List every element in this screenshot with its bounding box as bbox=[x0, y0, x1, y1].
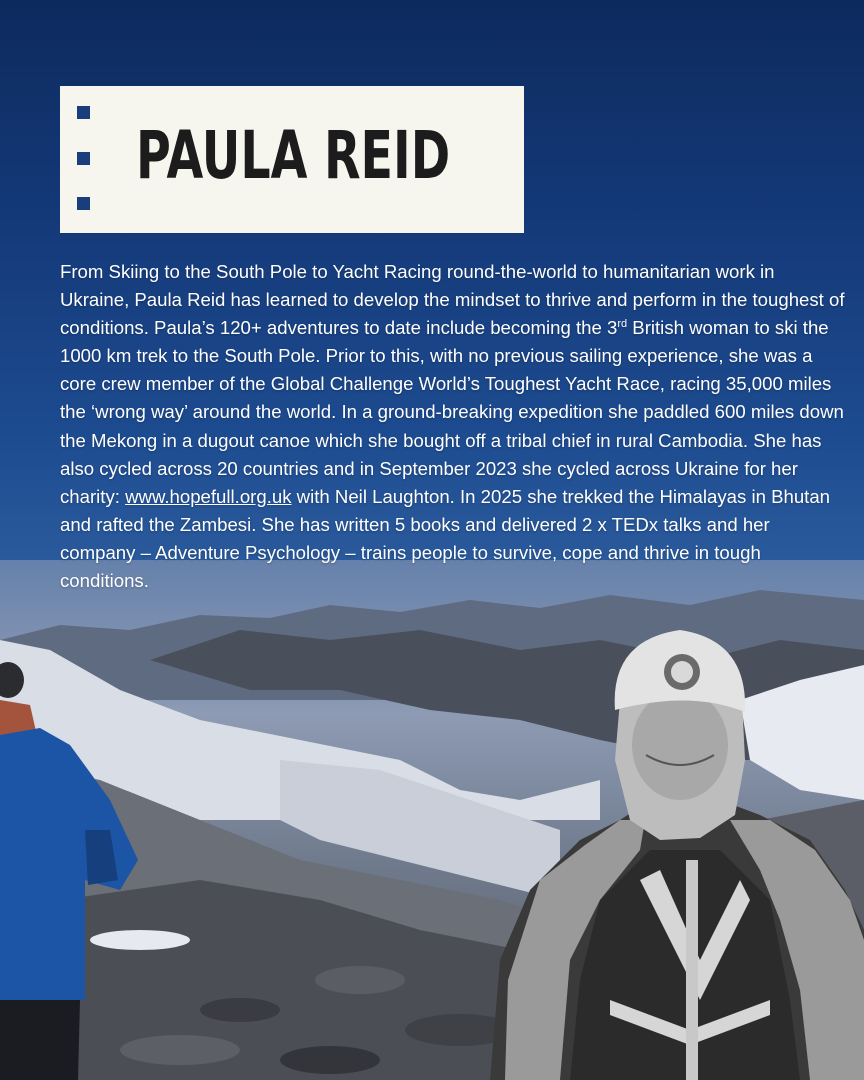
bullet-square-icon bbox=[77, 152, 90, 165]
charity-link[interactable]: www.hopefull.org.uk bbox=[125, 485, 292, 507]
bio-text-part-1: From Skiing to the South Pole to Yacht Racing round-the-world to humanitarian work in Ukraine, Paula Reid has learned to develop the mindset to thrive and perform in the toughest of conditions. Paula’s 120+ adventures to date include becoming the 3 bbox=[60, 261, 845, 339]
page-title: PAULA REID bbox=[136, 117, 451, 194]
bio-text-part-2: British woman to ski the 1000 km trek to the South Pole. Prior to this, with no previous sailing experience, she was a core crew member of the Global Challenge World’s Toughest Yacht Race, racing 35,000 miles the ‘wrong way’ around the world. In a ground-breaking expedition she paddled 600 miles down the Mekong in a dugout canoe which she bought off a tribal chief in rural Cambodia. She has also cycled across 20 countries and in September 2023 she cycled across Ukraine for her charity: bbox=[60, 317, 844, 507]
bullet-square-icon bbox=[77, 106, 90, 119]
bio-text-part-3: with Neil Laughton. In 2025 she trekked the Himalayas in Bhutan and rafted the Zambesi. She has written 5 books and delivered 2 x TEDx talks and her company – Adventure Psychology – trains people to survive, cope and thrive in tough conditions. bbox=[60, 485, 831, 592]
title-card bbox=[60, 86, 524, 233]
bullet-square-icon bbox=[77, 197, 90, 210]
ordinal-suffix: rd bbox=[617, 318, 628, 330]
bio-paragraph bbox=[60, 258, 845, 595]
